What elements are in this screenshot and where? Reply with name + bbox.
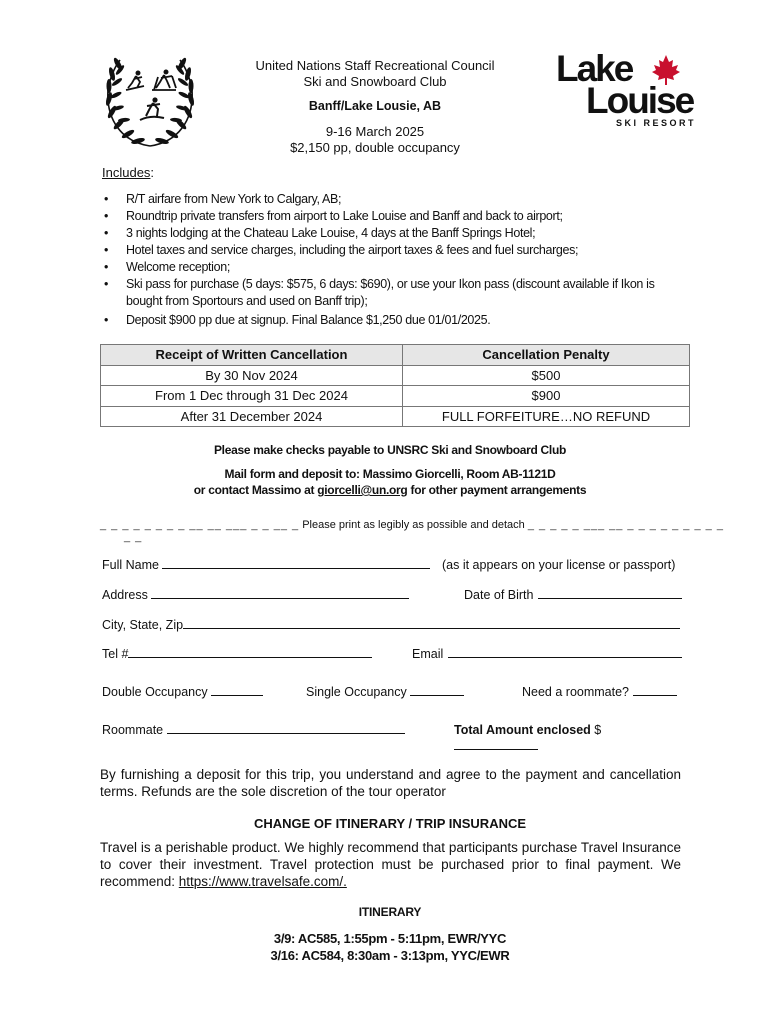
insurance-text: Travel is a perishable product. We highly recommend that participants purchase Travel Insurance to cover their investment. Travel protection must be purchased prior to final payment. We recommend: — [100, 840, 681, 889]
header-club: Ski and Snowboard Club — [303, 74, 447, 89]
table-header: Receipt of Written Cancellation — [101, 345, 403, 366]
occupancy-row — [102, 684, 682, 700]
total-amount-label: Total Amount enclosed — [454, 723, 591, 737]
list-item: • Roundtrip private transfers from airport to Lake Louise and Banff and back to airport; — [102, 208, 682, 225]
club-emblem — [100, 50, 200, 150]
table-header-row — [101, 345, 690, 366]
contact-row — [102, 646, 682, 662]
contact-line — [100, 482, 680, 498]
list-item: • Welcome reception; — [102, 259, 682, 276]
contact-email-link[interactable]: giorcelli@un.org — [317, 483, 408, 497]
address-label: Address — [102, 588, 148, 602]
table-cell: After 31 December 2024 — [101, 406, 403, 427]
total-amount-field[interactable] — [454, 738, 538, 750]
itinerary-flights — [100, 930, 680, 964]
header-council: United Nations Staff Recreational Council — [255, 58, 495, 73]
total-group — [454, 722, 682, 754]
insurance-paragraph — [100, 839, 681, 890]
flight-outbound: 3/9: AC585, 1:55pm - 5:11pm, EWR/YYC — [273, 931, 507, 946]
email-label: Email — [412, 647, 444, 661]
roommate-question-group — [522, 684, 677, 700]
full-name-label: Full Name — [102, 558, 159, 572]
address-field[interactable] — [151, 587, 409, 599]
list-item: • Hotel taxes and service charges, including the airport taxes & fees and fuel surcharges; — [102, 242, 682, 259]
checks-payable: Please make checks payable to UNSRC Ski and Snowboard Club — [213, 443, 567, 457]
detach-dashes-left: _ _ _ _ _ _ _ _ __ __ ___ _ _ __ _ — [100, 519, 300, 531]
contact-post: for other payment arrangements — [407, 483, 587, 497]
city-field[interactable] — [183, 617, 680, 629]
need-roommate-field[interactable] — [633, 684, 677, 696]
single-occupancy-group — [306, 684, 464, 700]
header-location: Banff/Lake Lousie, AB — [308, 99, 442, 113]
email-field[interactable] — [448, 646, 682, 658]
terms-paragraph: By furnishing a deposit for this trip, you understand and agree to the payment and cancellation terms. Refunds are the sole discretion of the tour operator — [100, 767, 681, 799]
city-row — [102, 617, 682, 633]
tel-field[interactable] — [128, 646, 372, 658]
payment-block — [100, 442, 680, 498]
logo-word-louise: Louise — [586, 80, 694, 121]
mail-to: Mail form and deposit to: Massimo Giorcelli, Room AB-1121D — [224, 467, 556, 481]
city-label: City, State, Zip — [102, 618, 184, 632]
address-row — [102, 587, 682, 603]
table-row — [101, 365, 690, 386]
wreath-skiers-icon — [100, 50, 200, 150]
table-row — [101, 406, 690, 427]
lake-louise-logo — [556, 50, 706, 130]
includes-section — [102, 165, 682, 329]
dob-field[interactable] — [538, 587, 682, 599]
includes-heading — [102, 165, 682, 181]
header-price: $2,150 pp, double occupancy — [290, 140, 460, 155]
cancellation-table — [100, 344, 690, 427]
full-name-field[interactable] — [162, 557, 430, 569]
detach-dashes-right: _ _ _ _ _ ___ __ _ _ _ _ _ _ _ _ _ — [527, 519, 724, 531]
roommate-label: Roommate — [102, 723, 164, 737]
full-name-row — [102, 557, 682, 573]
single-occupancy-label: Single Occupancy — [306, 685, 407, 699]
table-cell: FULL FORFEITURE…NO REFUND — [403, 406, 690, 427]
full-name-note: (as it appears on your license or passport) — [442, 558, 676, 572]
roommate-row — [102, 722, 682, 738]
dob-label: Date of Birth — [464, 588, 534, 602]
table-cell: $900 — [403, 386, 690, 407]
includes-list — [102, 191, 682, 329]
total-currency: $ — [594, 723, 602, 737]
tel-label: Tel # — [102, 647, 129, 661]
flight-return: 3/16: AC584, 8:30am - 3:13pm, YYC/EWR — [270, 948, 510, 963]
single-occupancy-field[interactable] — [410, 684, 464, 696]
list-item: • Ski pass for purchase (5 days: $575, 6 days: $690), or use your Ikon pass (discount available if Ikon is bought from Sportours and used on Banff trip); — [102, 276, 682, 310]
table-cell: From 1 Dec through 31 Dec 2024 — [101, 386, 403, 407]
insurance-title: CHANGE OF ITINERARY / TRIP INSURANCE — [253, 816, 527, 831]
list-item: • R/T airfare from New York to Calgary, AB; — [102, 191, 682, 208]
logo-word-lake: Lake — [556, 48, 633, 89]
includes-label: Includes — [102, 165, 151, 180]
list-item: • 3 nights lodging at the Chateau Lake Louise, 4 days at the Banff Springs Hotel; — [102, 225, 682, 242]
header-dates: 9-16 March 2025 — [325, 124, 425, 139]
double-occupancy-label: Double Occupancy — [102, 685, 208, 699]
travelsafe-link[interactable]: https://www.travelsafe.com/. — [178, 874, 347, 889]
detach-text: Please print as legibly as possible and detach — [302, 519, 525, 531]
list-item: • Deposit $900 pp due at signup. Final Balance $1,250 due 01/01/2025. — [102, 312, 682, 329]
table-header: Cancellation Penalty — [403, 345, 690, 366]
table-cell: $500 — [403, 365, 690, 386]
header-block — [245, 58, 505, 156]
roommate-field[interactable] — [167, 722, 405, 734]
contact-pre: or contact Massimo at — [193, 483, 318, 497]
detach-line — [100, 518, 724, 532]
table-row — [101, 386, 690, 407]
double-occupancy-field[interactable] — [211, 684, 263, 696]
need-roommate-label: Need a roommate? — [522, 685, 630, 699]
includes-colon: : — [150, 165, 155, 180]
itinerary-title: ITINERARY — [358, 905, 422, 919]
logo-tagline: SKI RESORT — [616, 118, 697, 128]
detach-tail: _ _ — [124, 531, 143, 543]
table-cell: By 30 Nov 2024 — [101, 365, 403, 386]
